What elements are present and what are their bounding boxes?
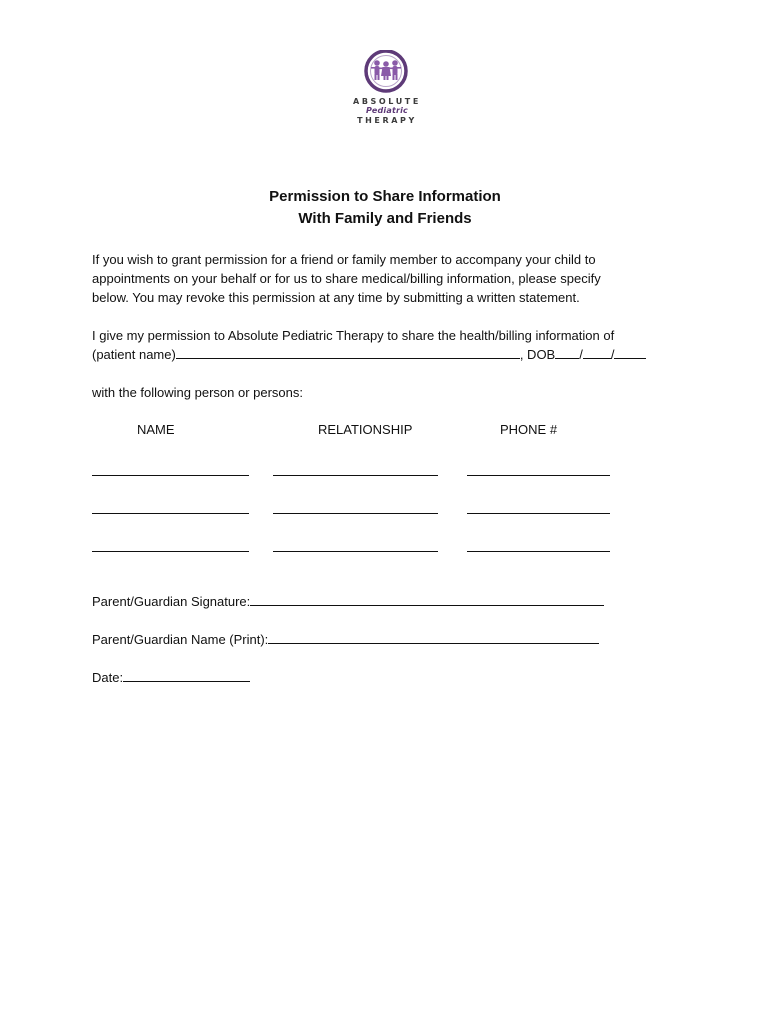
- guardian-signature-label: Parent/Guardian Signature:: [92, 594, 251, 609]
- date-row: [92, 668, 250, 687]
- column-header-name: NAME: [137, 422, 175, 437]
- person-1-phone-field[interactable]: [467, 475, 610, 476]
- person-1-name-field[interactable]: [92, 475, 249, 476]
- person-1-relationship-field[interactable]: [273, 475, 438, 476]
- permission-line-2: [92, 345, 646, 364]
- guardian-name-label: Parent/Guardian Name (Print):: [92, 632, 269, 647]
- intro-line-1: If you wish to grant permission for a friend or family member to accompany your child to: [92, 252, 596, 267]
- intro-line-2: appointments on your behalf or for us to share medical/billing information, please specify: [92, 271, 601, 286]
- person-2-phone-field[interactable]: [467, 513, 610, 514]
- date-field[interactable]: [123, 669, 250, 682]
- patient-name-field[interactable]: [176, 346, 520, 359]
- guardian-name-field[interactable]: [268, 631, 599, 644]
- date-label: Date:: [92, 670, 124, 685]
- intro-line-3: below. You may revoke this permission at any time by submitting a written statement.: [92, 290, 580, 305]
- person-2-name-field[interactable]: [92, 513, 249, 514]
- person-3-name-field[interactable]: [92, 551, 249, 552]
- logo-emblem-icon: [358, 50, 416, 94]
- dob-separator: /: [610, 347, 615, 362]
- dob-separator: /: [579, 347, 583, 362]
- guardian-name-row: [92, 630, 599, 649]
- column-header-relationship: RELATIONSHIP: [318, 422, 413, 437]
- logo-word-pediatric: Pediatric: [366, 106, 408, 115]
- person-3-phone-field[interactable]: [467, 551, 610, 552]
- patient-name-label: (patient name): [92, 347, 176, 362]
- document-subtitle: With Family and Friends: [298, 210, 472, 227]
- permission-line-1: I give my permission to Absolute Pediatric Therapy to share the health/billing information of: [92, 328, 615, 343]
- dob-month-field[interactable]: [555, 346, 579, 359]
- persons-intro: with the following person or persons:: [92, 385, 304, 400]
- guardian-signature-field[interactable]: [250, 593, 604, 606]
- guardian-signature-row: [92, 592, 604, 611]
- column-header-phone: PHONE #: [500, 422, 558, 437]
- dob-day-field[interactable]: [583, 346, 611, 359]
- logo-word-therapy: THERAPY: [357, 116, 417, 125]
- dob-label: , DOB: [519, 347, 556, 362]
- document-title: Permission to Share Information: [269, 188, 501, 205]
- logo-word-absolute: ABSOLUTE: [353, 97, 421, 106]
- company-logo: [344, 50, 430, 130]
- person-2-relationship-field[interactable]: [273, 513, 438, 514]
- person-3-relationship-field[interactable]: [273, 551, 438, 552]
- dob-year-field[interactable]: [614, 346, 646, 359]
